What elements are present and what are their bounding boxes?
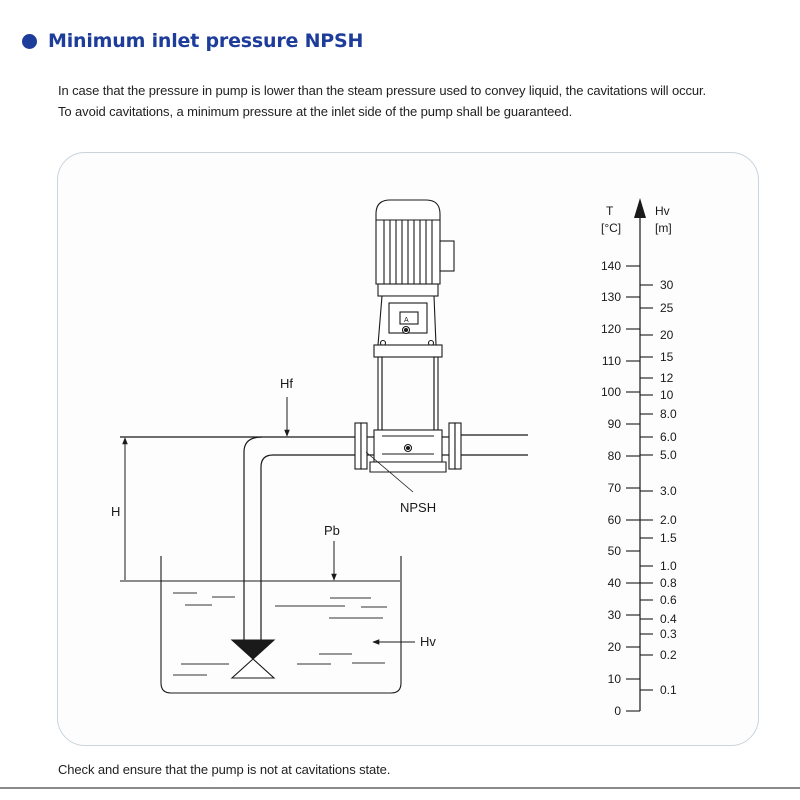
- hv-tick-label: 0.3: [660, 627, 677, 641]
- section-title: Minimum inlet pressure NPSH: [48, 30, 364, 52]
- hv-tick-label: 12: [660, 371, 674, 385]
- temperature-tick-label: 70: [607, 481, 621, 495]
- hv-tick-label: 8.0: [660, 407, 677, 421]
- hv-tick-label: 0.2: [660, 648, 677, 662]
- hv-tick-label: 6.0: [660, 430, 677, 444]
- scale-t-unit: [°C]: [601, 221, 622, 235]
- pump-casing-icon: [370, 430, 446, 472]
- temperature-tick-label: 100: [600, 385, 621, 399]
- scale-t-title: T: [606, 204, 614, 218]
- temperature-tick-label: 80: [607, 449, 621, 463]
- hv-ticks: [640, 278, 677, 697]
- hv-tick-label: 0.4: [660, 612, 677, 626]
- hv-tick-label: 0.8: [660, 576, 677, 590]
- scale-arrow-icon: [634, 198, 646, 218]
- temperature-tick-label: 90: [607, 417, 621, 431]
- hv-tick-label: 2.0: [660, 513, 677, 527]
- pump-drawing: [355, 200, 461, 472]
- temperature-tick-label: 140: [600, 259, 621, 273]
- suction-pipe: [120, 437, 374, 640]
- coupling-bracket-icon: [374, 296, 442, 357]
- hv-tick-label: 1.5: [660, 531, 677, 545]
- bottom-divider: [0, 787, 800, 789]
- hv-tick-label: 30: [660, 278, 674, 292]
- label-hf: Hf: [280, 376, 293, 391]
- label-hv: Hv: [420, 634, 436, 649]
- scale-hv-unit: [m]: [655, 221, 672, 235]
- temperature-tick-label: 20: [607, 640, 621, 654]
- svg-text:A: A: [404, 317, 409, 324]
- label-pb: Pb: [324, 523, 340, 538]
- temperature-vapor-scale: [601, 198, 677, 718]
- inlet-flange-icon: [355, 423, 361, 469]
- hv-tick-label: 25: [660, 301, 674, 315]
- temperature-tick-label: 130: [600, 290, 621, 304]
- label-npsh: NPSH: [400, 500, 437, 515]
- label-h: H: [111, 504, 121, 519]
- hv-tick-label: 15: [660, 350, 674, 364]
- hv-tick-label: 5.0: [660, 448, 677, 462]
- hv-tick-label: 3.0: [660, 484, 677, 498]
- intro-line-2: To avoid cavitations, a minimum pressure at the inlet side of the pump shall be guaranteed.: [58, 104, 573, 119]
- temperature-tick-label: 0: [614, 704, 621, 718]
- hv-tick-label: 1.0: [660, 559, 677, 573]
- hv-tick-label: 0.6: [660, 593, 677, 607]
- temperature-tick-label: 50: [607, 544, 621, 558]
- temperature-tick-label: 110: [601, 354, 621, 368]
- temperature-ticks: [601, 259, 640, 718]
- foot-valve-icon: [232, 640, 274, 678]
- hv-tick-label: 20: [660, 328, 674, 342]
- hv-tick-label: 10: [660, 388, 674, 402]
- temperature-tick-label: 60: [607, 513, 621, 527]
- scale-hv-title: Hv: [655, 204, 670, 218]
- outlet-flange-icon: [449, 423, 455, 469]
- motor-icon: [376, 200, 454, 296]
- pump-column-icon: [378, 357, 438, 442]
- temperature-tick-label: 30: [607, 608, 621, 622]
- hv-tick-label: 0.1: [660, 683, 677, 697]
- temperature-tick-label: 10: [607, 672, 621, 686]
- temperature-tick-label: 40: [607, 576, 621, 590]
- intro-line-1: In case that the pressure in pump is lower than the steam pressure used to convey liquid, the cavitations will occur.: [58, 83, 707, 98]
- temperature-tick-label: 120: [600, 322, 621, 336]
- footer-note: Check and ensure that the pump is not at cavitations state.: [58, 762, 391, 777]
